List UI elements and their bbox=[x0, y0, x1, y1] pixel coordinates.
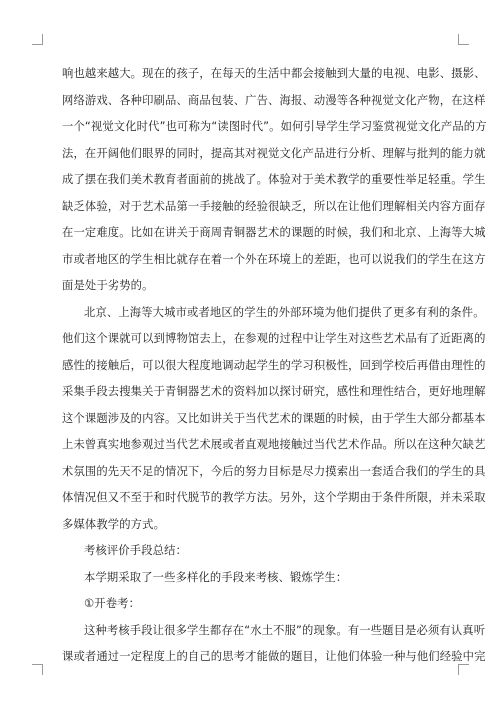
crop-mark-bottom-left bbox=[32, 664, 43, 675]
paragraph-line: 考核评价手段总结： bbox=[84, 544, 188, 557]
crop-mark-top-left bbox=[32, 34, 43, 45]
paragraph-line: 他们这个课就可以到博物馆去上，在参观的过程中让学生对这些艺术品有了近距离的 bbox=[62, 332, 486, 345]
paragraph-line: 面是处于劣势的。 bbox=[62, 279, 154, 292]
paragraph-line: 感性的接触后，可以很大程度地调动起学生的学习积极性，回到学校后再借由理性的 bbox=[62, 358, 486, 372]
crop-mark-top-right bbox=[458, 34, 469, 45]
paragraph-line: 北京、上海等大城市或者地区的学生的外部环境为他们提供了更多有利的条件。 bbox=[84, 305, 485, 319]
paragraph-line: 网络游戏、各种印刷品、商品包装、广告、海报、动漫等各种视觉文化产物，在这样 bbox=[62, 93, 486, 107]
paragraph-line: 课或者通过一定程度上的自己的思考才能做的题目，让他们体验一种与他们经验中完 bbox=[62, 650, 486, 663]
paragraph-line: 成了摆在我们美术教育者面前的挑战了。体验对于美术教学的重要性举足轻重。学生 bbox=[62, 173, 486, 186]
paragraph-line: 本学期采取了一些多样化的手段来考核、锻炼学生： bbox=[84, 570, 348, 584]
paragraph-line: 体情况但又不至于和时代脱节的教学方法。另外，这个学期由于条件所限，并未采取 bbox=[62, 491, 486, 504]
paragraph-line: 术氛围的先天不足的情况下，今后的努力目标是尽力摸索出一套适合我们的学生的具 bbox=[62, 464, 486, 478]
paragraph-line: 缺乏体验，对于艺术品第一手接触的经验很缺乏，所以在让他们理解相关内容方面存 bbox=[62, 199, 486, 213]
paragraph-line: 多媒体教学的方式。 bbox=[62, 517, 166, 531]
paragraph-line: 响也越来越大。现在的孩子，在每天的生活中都会接触到大量的电视、电影、摄影、 bbox=[62, 67, 486, 80]
document-body bbox=[62, 66, 487, 676]
paragraph-line: 法，在开阔他们眼界的同时，提高其对视觉文化产品进行分析、理解与批判的能力就 bbox=[62, 146, 486, 160]
paragraph-line: ①开卷考： bbox=[84, 597, 141, 610]
paragraph-line: 在一定难度。比如在讲关于商周青铜器艺术的课题的时候，我们和北京、上海等大城 bbox=[62, 226, 486, 239]
paragraph-line: 这种考核手段让很多学生都存在“水土不服”的现象。有一些题目是必须有认真听 bbox=[84, 623, 486, 637]
paragraph-line: 上未曾真实地参观过当代艺术展或者直观地接触过当代艺术作品。所以在这种欠缺艺 bbox=[62, 438, 486, 451]
paragraph-line: 采集手段去搜集关于青铜器艺术的资料加以探讨研究，感性和理性结合，更好地理解 bbox=[62, 385, 486, 398]
crop-mark-bottom-right bbox=[458, 664, 469, 675]
paragraph-line: 这个课题涉及的内容。又比如讲关于当代艺术的课题的时候，由于学生大部分都基本 bbox=[62, 411, 486, 425]
paragraph-line: 市或者地区的学生相比就存在着一个外在环境上的差距，也可以说我们的学生在这方 bbox=[62, 252, 486, 266]
paragraph-line: 一个“视觉文化时代”也可称为“读图时代”。如何引导学生学习鉴赏视觉文化产品的方 bbox=[62, 120, 487, 133]
